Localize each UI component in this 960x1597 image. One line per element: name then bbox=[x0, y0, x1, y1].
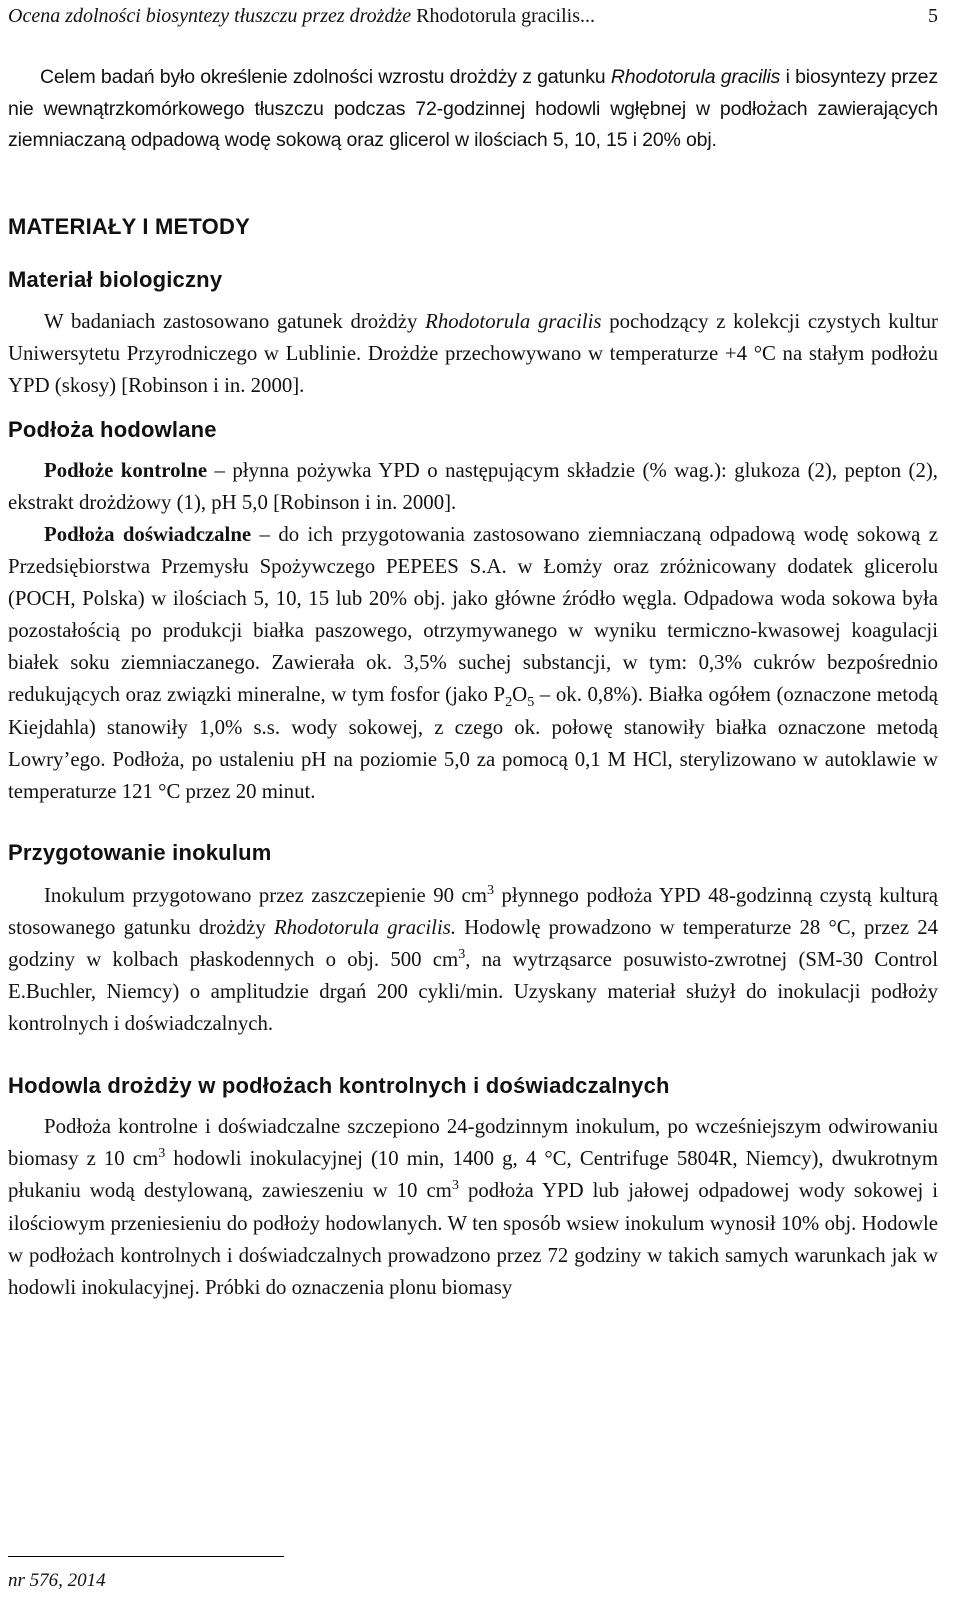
subheading-media: Podłoża hodowlane bbox=[8, 416, 217, 442]
superscript-cm3: 3 bbox=[458, 946, 466, 963]
material-paragraph bbox=[8, 306, 938, 402]
experimental-medium-text-1: – do ich przygotowania zastosowano ziemniaczaną odpadową wodę sokową z Przedsiębiorstwa Przemysłu Spożywczego PEPEES S.A. w Łomży oraz zróżnicowany dodatek glicerolu (POCH, Polska) w ilościach 5, 10, 15 lub 20% obj. jako główne źródło węgla. Odpadowa woda sokowa była pozostałością po produkcji białka paszowego, otrzymywanego w wyniku termiczno-kwasowej koagulacji białek soku ziemniaczanego. Zawierała ok. 3,5% suchej substancji, w tym: 0,3% cukrów bezpośrednio redukujących oraz związki mineralne, w tym fosfor (jako P bbox=[8, 522, 938, 707]
running-title: Ocena zdolności biosyntezy tłuszczu przez drożdże bbox=[8, 5, 412, 27]
inoculum-species: Rhodotorula gracilis. bbox=[273, 915, 457, 939]
cultivation-text-1: Podłoża kontrolne i doświadczalne szczepiono 24-godzinnym inokulum, po wcześniejszym odwirowaniu biomasy z 10 cm bbox=[8, 1115, 938, 1171]
inoculum-text-2: płynnego podłoża YPD 48-godzinną czystą kulturą stosowanego gatunku drożdży bbox=[8, 883, 938, 939]
inoculum-paragraph bbox=[8, 880, 938, 1040]
material-text-2: pochodzący z kolekcji czystych kultur Uniwersytetu Przyrodniczego w Lublinie. Drożdże przechowywano w temperaturze +4 °C na stałym podłożu YPD (skosy) [Robinson i in. 2000]. bbox=[8, 309, 938, 397]
page-number: 5 bbox=[928, 5, 938, 27]
superscript-cm3: 3 bbox=[451, 1177, 459, 1194]
experimental-medium-label: Podłoża doświadczalne bbox=[44, 522, 252, 546]
footer-rule bbox=[8, 1556, 284, 1557]
superscript-cm3: 3 bbox=[158, 1145, 166, 1162]
intro-species: Rhodotorula gracilis bbox=[610, 66, 781, 88]
subheading-inoculum: Przygotowanie inokulum bbox=[8, 839, 272, 865]
experimental-medium-text-2: – ok. 0,8%). Białka ogółem (oznaczone metodą Kiejdahla) stanowiły 1,0% s.s. wody sokowej, z czego ok. połowę stanowiły białka oznaczone metodą Lowry’ego. Podłoża, po ustaleniu pH na poziomie 5,0 za pomocą 0,1 M HCl, sterylizowano w autoklawie w temperaturze 121 °C przez 20 minut. bbox=[8, 683, 938, 803]
control-medium-paragraph bbox=[8, 455, 938, 519]
intro-paragraph bbox=[8, 62, 938, 157]
footer-issue: nr 576, 2014 bbox=[8, 1570, 106, 1591]
formula-o: O bbox=[512, 683, 528, 707]
control-medium-text: – płynna pożywka YPD o następującym składzie (% wag.): glukoza (2), pepton (2), ekstrakt drożdżowy (1), pH 5,0 [Robinson i in. 2000]. bbox=[8, 458, 939, 514]
superscript-cm3: 3 bbox=[486, 881, 494, 898]
subheading-cultivation: Hodowla drożdży w podłożach kontrolnych i doświadczalnych bbox=[8, 1073, 670, 1099]
subheading-material: Materiał biologiczny bbox=[8, 266, 223, 292]
material-text-1: W badaniach zastosowano gatunek drożdży bbox=[44, 309, 418, 333]
subscript-o: 5 bbox=[527, 694, 535, 711]
intro-text-1: Celem badań było określenie zdolności wzrostu drożdży z gatunku bbox=[40, 66, 606, 88]
intro-text-2: i biosyntezy przez nie wewnątrzkomórkowego tłuszczu podczas 72-godzinnej hodowli wgłębnej w podłożach zawierających ziemniaczaną odpadową wodę sokową oraz glicerol w ilościach 5, 10, 15 i 20% obj. bbox=[8, 66, 938, 151]
running-header bbox=[8, 2, 938, 30]
inoculum-text-4: , na wytrząsarce posuwisto-zwrotnej (SM-30 Control E.Buchler, Niemcy) o amplitudzie drgań 200 cykli/min. Uzyskany materiał służył do inokulacji podłoży kontrolnych i doświadczalnych. bbox=[8, 948, 938, 1036]
control-medium-label: Podłoże kontrolne bbox=[44, 458, 208, 482]
running-title-species: Rhodotorula gracilis... bbox=[416, 5, 595, 27]
cultivation-paragraph bbox=[8, 1111, 938, 1304]
inoculum-text-1: Inokulum przygotowano przez zaszczepienie 90 cm bbox=[44, 883, 487, 907]
experimental-medium-paragraph bbox=[8, 519, 938, 808]
cultivation-text-2: hodowli inokulacyjnej (10 min, 1400 g, 4 °C, Centrifuge 5804R, Niemcy), dwukrotnym płukaniu wodą destylowaną, zawieszeniu w 10 cm bbox=[8, 1147, 938, 1203]
cultivation-text-3: podłoża YPD lub jałowej odpadowej wody sokowej i ilościowym przeniesieniu do podłoży hodowlanych. W ten sposób wsiew inokulum wynosił 10% obj. Hodowle w podłożach kontrolnych i doświadczalnych prowadzono przez 72 godziny w takich samych warunkach jak w hodowli inokulacyjnej. Próbki do oznaczenia plonu biomasy bbox=[8, 1179, 939, 1299]
section-heading: MATERIAŁY I METODY bbox=[8, 213, 250, 239]
subscript-p: 2 bbox=[505, 694, 513, 711]
inoculum-text-3: Hodowlę prowadzono w temperaturze 28 °C, przez 24 godziny w kolbach płaskodennych o obj. 500 cm bbox=[8, 915, 939, 971]
material-species: Rhodotorula gracilis bbox=[425, 309, 602, 333]
page-body bbox=[8, 62, 938, 1304]
